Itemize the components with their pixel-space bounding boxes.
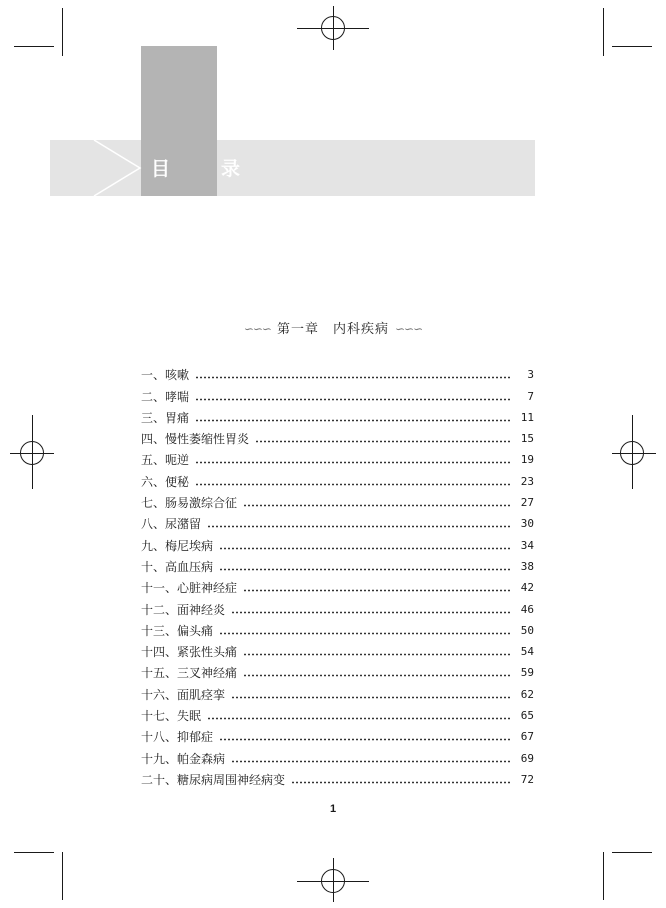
toc-entry-title: 一、咳嗽 (141, 368, 190, 383)
chevron-icon (50, 140, 150, 196)
toc-entry[interactable] (141, 531, 534, 552)
toc-entry-title: 十、高血压病 (141, 559, 214, 574)
dot-leader (243, 653, 512, 656)
toc-entry-title: 八、尿潴留 (141, 517, 202, 532)
dot-leader (195, 419, 512, 422)
toc-entry[interactable] (141, 723, 534, 744)
ornament-left-icon: ∽∽∽ (243, 322, 271, 336)
toc-entry-page: 69 (520, 751, 534, 765)
dot-leader (255, 440, 512, 443)
dot-leader (195, 461, 512, 464)
dot-leader (207, 525, 512, 528)
toc-entry[interactable] (141, 744, 534, 765)
toc-entry[interactable] (141, 659, 534, 680)
toc-entry-page: 34 (520, 538, 534, 552)
dot-leader (243, 504, 512, 507)
toc-entry-title: 五、呃逆 (141, 453, 190, 468)
toc-entry-title: 十一、心脏神经症 (141, 581, 238, 596)
toc-entry-page: 38 (520, 559, 534, 573)
toc-entry-title: 十七、失眠 (141, 709, 202, 724)
toc-entry-page: 50 (520, 623, 534, 637)
toc-entry-page: 42 (520, 581, 534, 595)
toc-entry[interactable] (141, 574, 534, 595)
toc-entry-title: 十八、抑郁症 (141, 730, 214, 745)
toc-entry-title: 二、哮喘 (141, 389, 190, 404)
toc-entry[interactable] (141, 382, 534, 403)
toc-entry-page: 65 (520, 709, 534, 723)
toc-entry[interactable] (141, 446, 534, 467)
toc-entry-title: 二十、糖尿病周围神经病变 (141, 772, 286, 787)
dot-leader (291, 781, 512, 784)
toc-entry-page: 30 (520, 517, 534, 531)
toc-entry[interactable] (141, 702, 534, 723)
dot-leader (219, 568, 512, 571)
toc-entry-page: 11 (520, 410, 534, 424)
toc-entry-title: 十九、帕金森病 (141, 751, 226, 766)
toc-entry-title: 九、梅尼埃病 (141, 538, 214, 553)
toc-entry[interactable] (141, 638, 534, 659)
dot-leader (231, 760, 512, 763)
dot-leader (243, 674, 512, 677)
dot-leader (195, 483, 512, 486)
dot-leader (195, 376, 512, 379)
toc-entry-title: 十六、面肌痉挛 (141, 687, 226, 702)
toc-entry[interactable] (141, 680, 534, 701)
toc-entry-page: 59 (520, 666, 534, 680)
dot-leader (243, 589, 512, 592)
dot-leader (207, 717, 512, 720)
toc-entry-title: 四、慢性萎缩性胃炎 (141, 432, 250, 447)
dot-leader (231, 611, 512, 614)
toc-entry[interactable] (141, 404, 534, 425)
toc-entry-page: 72 (520, 772, 534, 786)
dot-leader (219, 547, 512, 550)
toc-entry[interactable] (141, 489, 534, 510)
toc-entry[interactable] (141, 617, 534, 638)
ornament-right-icon: ∽∽∽ (395, 322, 423, 336)
toc-entry-page: 19 (520, 453, 534, 467)
toc-entry-page: 54 (520, 645, 534, 659)
toc-entry-page: 23 (520, 474, 534, 488)
toc-entry-page: 3 (527, 368, 534, 382)
page-number: 1 (329, 803, 337, 815)
toc-entry-title: 七、肠易激综合征 (141, 496, 238, 511)
toc-entry-title: 十四、紧张性头痛 (141, 645, 238, 660)
toc-entry-title: 十五、三叉神经痛 (141, 666, 238, 681)
toc-entry[interactable] (141, 361, 534, 382)
toc-entry[interactable] (141, 510, 534, 531)
toc-entry-title: 三、胃痛 (141, 410, 190, 425)
toc-entry-page: 7 (527, 389, 534, 403)
toc-entry[interactable] (141, 553, 534, 574)
toc-entry[interactable] (141, 766, 534, 787)
toc-entry-page: 62 (520, 687, 534, 701)
toc-entry-title: 十三、偏头痛 (141, 623, 214, 638)
dot-leader (219, 632, 512, 635)
page-title: 目 录 (151, 158, 257, 180)
toc-entry-page: 46 (520, 602, 534, 616)
chapter-title: 第一章 内科疾病 (276, 322, 389, 337)
dot-leader (231, 696, 512, 699)
toc-entry-title: 六、便秘 (141, 474, 190, 489)
toc-entry-title: 十二、面神经炎 (141, 602, 226, 617)
toc-list (141, 361, 534, 787)
toc-entry-page: 15 (520, 432, 534, 446)
dot-leader (219, 738, 512, 741)
dot-leader (195, 398, 512, 401)
toc-entry-page: 67 (520, 730, 534, 744)
toc-entry[interactable] (141, 467, 534, 488)
chapter-heading (0, 318, 666, 337)
toc-entry-page: 27 (520, 496, 534, 510)
toc-entry[interactable] (141, 425, 534, 446)
toc-entry[interactable] (141, 595, 534, 616)
